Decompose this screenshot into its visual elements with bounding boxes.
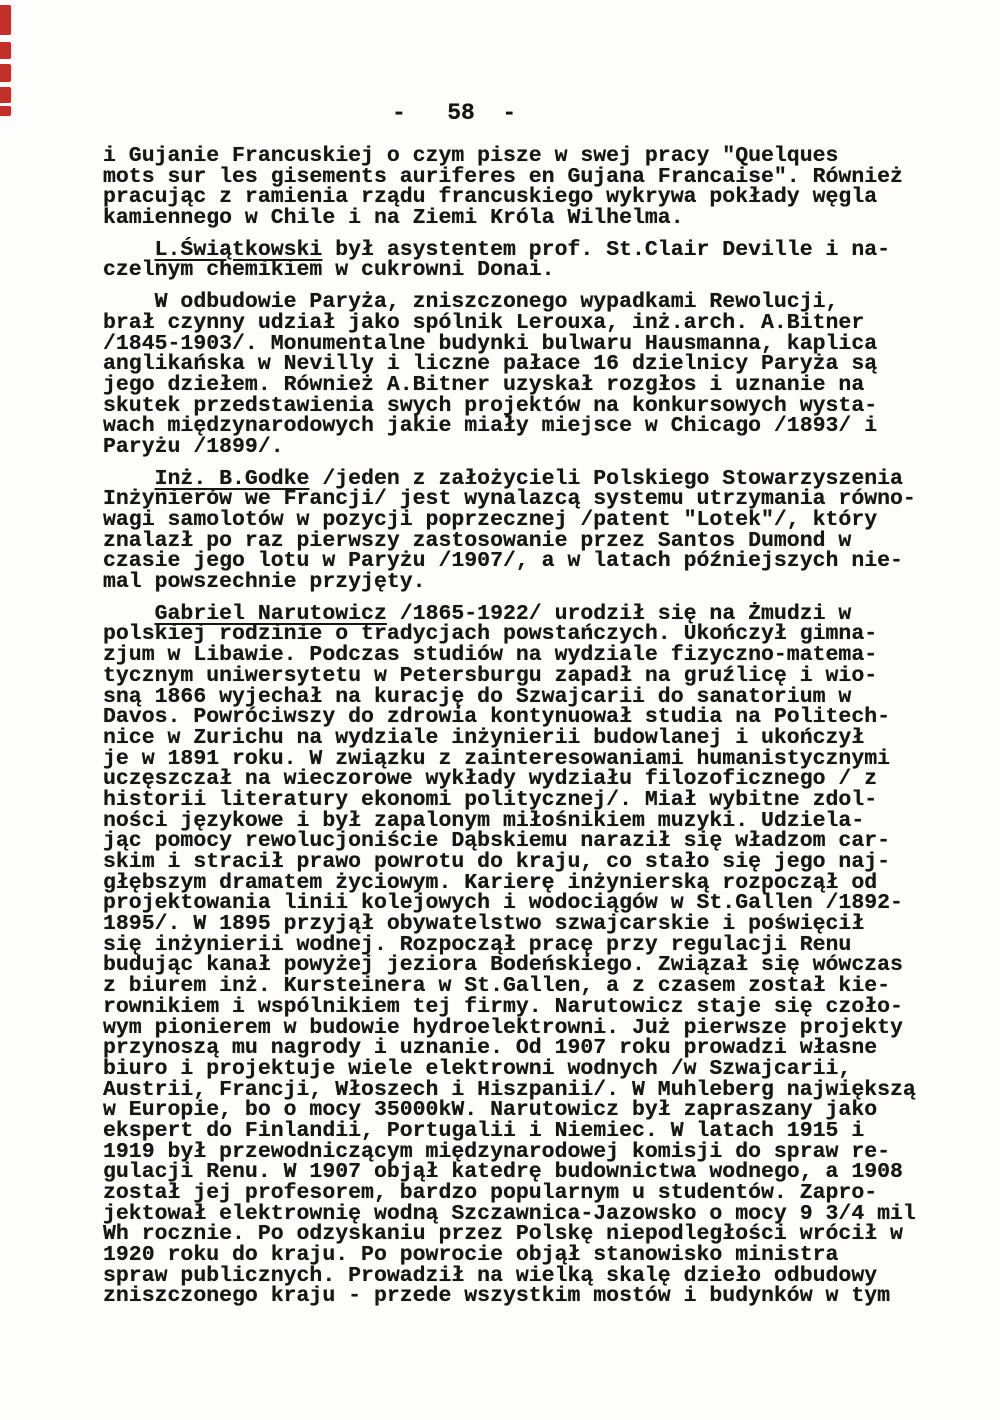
text-line — [103, 237, 963, 262]
text-line — [103, 1015, 963, 1040]
text-line — [103, 870, 963, 895]
text-line — [103, 976, 963, 997]
text-line — [103, 1056, 963, 1081]
text-segment: Davos. Powróciwszy do zdrowia kontynuował studia na Politech- — [103, 705, 891, 730]
text-segment: brał czynny udział jako spólnik Lerouxa, inż.arch. A.Bitner — [103, 310, 865, 335]
text-segment: zniszczonego kraju - przede wszystkim mostów i budynków w tym — [103, 1284, 891, 1309]
text-segment: /1845-1903/. Monumentalne budynki bulwaru Hausmanna, kaplica — [103, 331, 878, 356]
text-line — [103, 787, 963, 812]
text-segment: jektował elektrownię wodną Szczawnica-Jazowsko o mocy 9 3/4 mil — [103, 1201, 916, 1226]
text-line — [103, 1245, 963, 1266]
text-line — [103, 489, 963, 510]
text-line — [103, 1139, 963, 1164]
paragraph — [103, 292, 963, 458]
text-line — [103, 164, 963, 189]
text-line — [103, 310, 963, 335]
text-segment: spraw publicznych. Prowadził na wielką skalę dzieło odbudowy — [103, 1263, 878, 1288]
text-line — [103, 1183, 963, 1204]
text-segment: głębszym dramatem życiowym. Karierę inżynierską rozpoczął od — [103, 870, 878, 895]
text-line — [103, 1118, 963, 1143]
text-segment: był asystentem prof. St.Clair Deville i na- — [322, 237, 891, 262]
text-segment: w Europie, bo o mocy 35000kW. Narutowicz był zapraszany jako — [103, 1098, 878, 1123]
text-line — [103, 1038, 963, 1059]
text-segment: Austrii, Francji, Włoszech i Hiszpanii/. W Muhleberg największą — [103, 1077, 916, 1102]
text-line — [103, 769, 963, 790]
text-segment: Wh rocznie. Po odzyskaniu przez Polskę niepodległości wrócił w — [103, 1222, 903, 1247]
text-line — [103, 601, 963, 626]
text-segment: rownikiem i wspólnikiem tej firmy. Narutowicz staje się czoło- — [103, 994, 903, 1019]
text-segment: 1895/. W 1895 przyjął obywatelstwo szwajcarskie i poświęcił — [103, 912, 865, 937]
paragraph — [103, 237, 963, 283]
text-line — [103, 1201, 963, 1226]
text-segment: się inżynierii wodnej. Rozpoczął pracę przy regulacji Renu — [103, 932, 852, 957]
text-line — [103, 260, 963, 281]
text-segment: mal powszechnie przyjęty. — [103, 570, 426, 595]
page-number: - 58 - — [392, 100, 517, 126]
text-line — [103, 707, 963, 728]
text-segment: skim i stracił prawo powrotu do kraju, co stało się jego naj- — [103, 850, 891, 874]
text-segment: przynoszą mu nagrody i uznanie. Od 1907 roku prowadzi własne — [103, 1036, 878, 1061]
text-segment: i Gujanie Francuskiej o czym pisze w swej pracy "Quelques — [103, 144, 839, 168]
text-line — [103, 893, 963, 914]
text-line — [103, 663, 963, 688]
text-segment: z biurem inż. Kursteinera w St.Gallen, a z czasem został kie- — [103, 974, 891, 999]
text-segment: projektowania linii kolejowych i wodociągów w St.Gallen /1892- — [103, 891, 903, 916]
text-line — [103, 932, 963, 957]
text-segment: anglikańska w Nevilly i liczne pałace 16 dzielnicy Paryża są — [103, 352, 878, 377]
underlined-name: Inż. B.Godke — [154, 466, 310, 491]
text-line — [103, 466, 963, 491]
text-line — [103, 955, 963, 976]
text-line — [103, 1263, 963, 1288]
text-line — [103, 510, 963, 531]
text-segment: Paryżu /1899/. — [103, 434, 284, 459]
text-segment: uczęszczał na wieczorowe wykłady wydziału filozoficznego / z — [103, 767, 878, 792]
text-line — [103, 725, 963, 750]
text-segment: biuro i projektuje wiele elektrowni wodnych /w Szwajcarii, — [103, 1056, 852, 1081]
underlined-name: Gabriel Narutowicz — [154, 601, 387, 626]
text-line — [103, 1100, 963, 1121]
text-segment: nice w Zurichu na wydziale inżynierii budowlanej i ukończył — [103, 725, 865, 750]
text-segment: skutek przedstawienia swych projektów na konkursowych wysta- — [103, 393, 878, 418]
text-segment: znalazł po raz pierwszy zastosowanie przez Santos Dumond w — [103, 528, 852, 553]
text-segment: 1919 był przewodniczącym międzynarodowej komisji do spraw re- — [103, 1139, 891, 1164]
text-segment: Inżynierów we Francji/ jest wynalazcą systemu utrzymania równo- — [103, 487, 916, 512]
text-line — [103, 1162, 963, 1183]
text-segment: ekspert do Finlandii, Portugalii i Niemiec. W latach 1915 i — [103, 1118, 865, 1143]
text-segment: /jeden z założycieli Polskiego Stowarzyszenia — [309, 466, 903, 491]
red-margin-mark — [0, 42, 11, 59]
text-segment: gulacji Renu. W 1907 objął katedrę budownictwa wodnego, a 1908 — [103, 1160, 903, 1185]
text-line — [103, 808, 963, 833]
text-segment: ności językowe i był zapalonym miłośnikiem muzyki. Udziela- — [103, 808, 865, 833]
text-line — [103, 331, 963, 356]
text-line — [103, 393, 963, 418]
text-segment: został jej profesorem, bardzo popularnym u studentów. Zapro- — [103, 1181, 878, 1205]
text-line — [103, 528, 963, 553]
text-segment: jego dziełem. Również A.Bitner uzyskał rozgłos i uznanie na — [103, 372, 865, 397]
paragraph — [103, 146, 963, 229]
text-line — [103, 208, 963, 229]
red-margin-mark — [0, 64, 11, 82]
text-segment: kamiennego w Chile i na Ziemi Króla Wilhelma. — [103, 206, 684, 231]
text-line — [103, 146, 963, 167]
text-segment: historii literatury ekonomi politycznej/. Miał wybitne zdol- — [103, 787, 878, 812]
text-segment: sną 1866 wyjechał na kurację do Szwajcarii do sanatorium w — [103, 684, 852, 709]
text-segment: czasie jego lotu w Paryżu /1907/, a w latach późniejszych nie- — [103, 549, 903, 574]
text-line — [103, 645, 963, 666]
red-margin-mark — [0, 106, 11, 116]
text-line — [103, 624, 963, 645]
paragraph — [103, 466, 963, 595]
text-line — [103, 914, 963, 935]
text-line — [103, 852, 963, 873]
text-segment: zjum w Libawie. Podczas studiów na wydziale fizyczno-matema- — [103, 643, 878, 668]
text-line — [103, 434, 963, 459]
text-segment: wym pionierem w budowie hydroelektrowni. Już pierwsze projekty — [103, 1015, 903, 1040]
text-segment: tycznym uniwersytetu w Petersburgu zapadł na gruźlicę i wio- — [103, 663, 878, 688]
text-segment: czelnym chemikiem w cukrowni Donai. — [103, 258, 555, 283]
text-line — [103, 1077, 963, 1102]
text-line — [103, 187, 963, 208]
body-text — [103, 146, 963, 1318]
text-segment: je w 1891 roku. W związku z zainteresowaniami humanistycznymi — [103, 746, 891, 771]
text-segment: wach międzynarodowych jakie miały miejsce w Chicago /1893/ i — [103, 414, 878, 439]
text-segment: W odbudowie Paryża, zniszczonego wypadkami Rewolucji, — [103, 290, 839, 315]
text-segment: 1920 roku do kraju. Po powrocie objął stanowisko ministra — [103, 1243, 839, 1268]
text-line — [103, 994, 963, 1019]
text-line — [103, 684, 963, 709]
text-line — [103, 572, 963, 593]
text-line — [103, 831, 963, 852]
text-segment: pracując z ramienia rządu francuskiego wykrywa pokłady węgla — [103, 185, 878, 210]
red-margin-mark — [0, 87, 11, 103]
text-segment: polskiej rodzinie o tradycjach powstańczych. Ukończył gimna- — [103, 622, 878, 647]
underlined-name: L.Świątkowski — [154, 237, 323, 262]
red-margin-mark — [0, 5, 11, 35]
text-line — [103, 551, 963, 572]
text-line — [103, 1224, 963, 1245]
text-segment: wagi samolotów w pozycji poprzecznej /patent "Lotek"/, który — [103, 508, 878, 532]
text-segment: /1865-1922/ urodził się na Żmudzi w — [386, 601, 852, 626]
text-line — [103, 746, 963, 771]
text-line — [103, 416, 963, 437]
text-line — [103, 1286, 963, 1307]
text-line — [103, 292, 963, 313]
text-segment: mots sur les gisements auriferes en Gujana Francaise". Również — [103, 164, 903, 189]
text-line — [103, 372, 963, 397]
text-line — [103, 354, 963, 375]
text-segment: jąc pomocy rewolucjoniście Dąbskiemu naraził się władzom car- — [103, 829, 891, 854]
text-segment: budując kanał powyżej jeziora Bodeńskiego. Związał się wówczas — [103, 953, 903, 978]
paragraph — [103, 601, 963, 1309]
